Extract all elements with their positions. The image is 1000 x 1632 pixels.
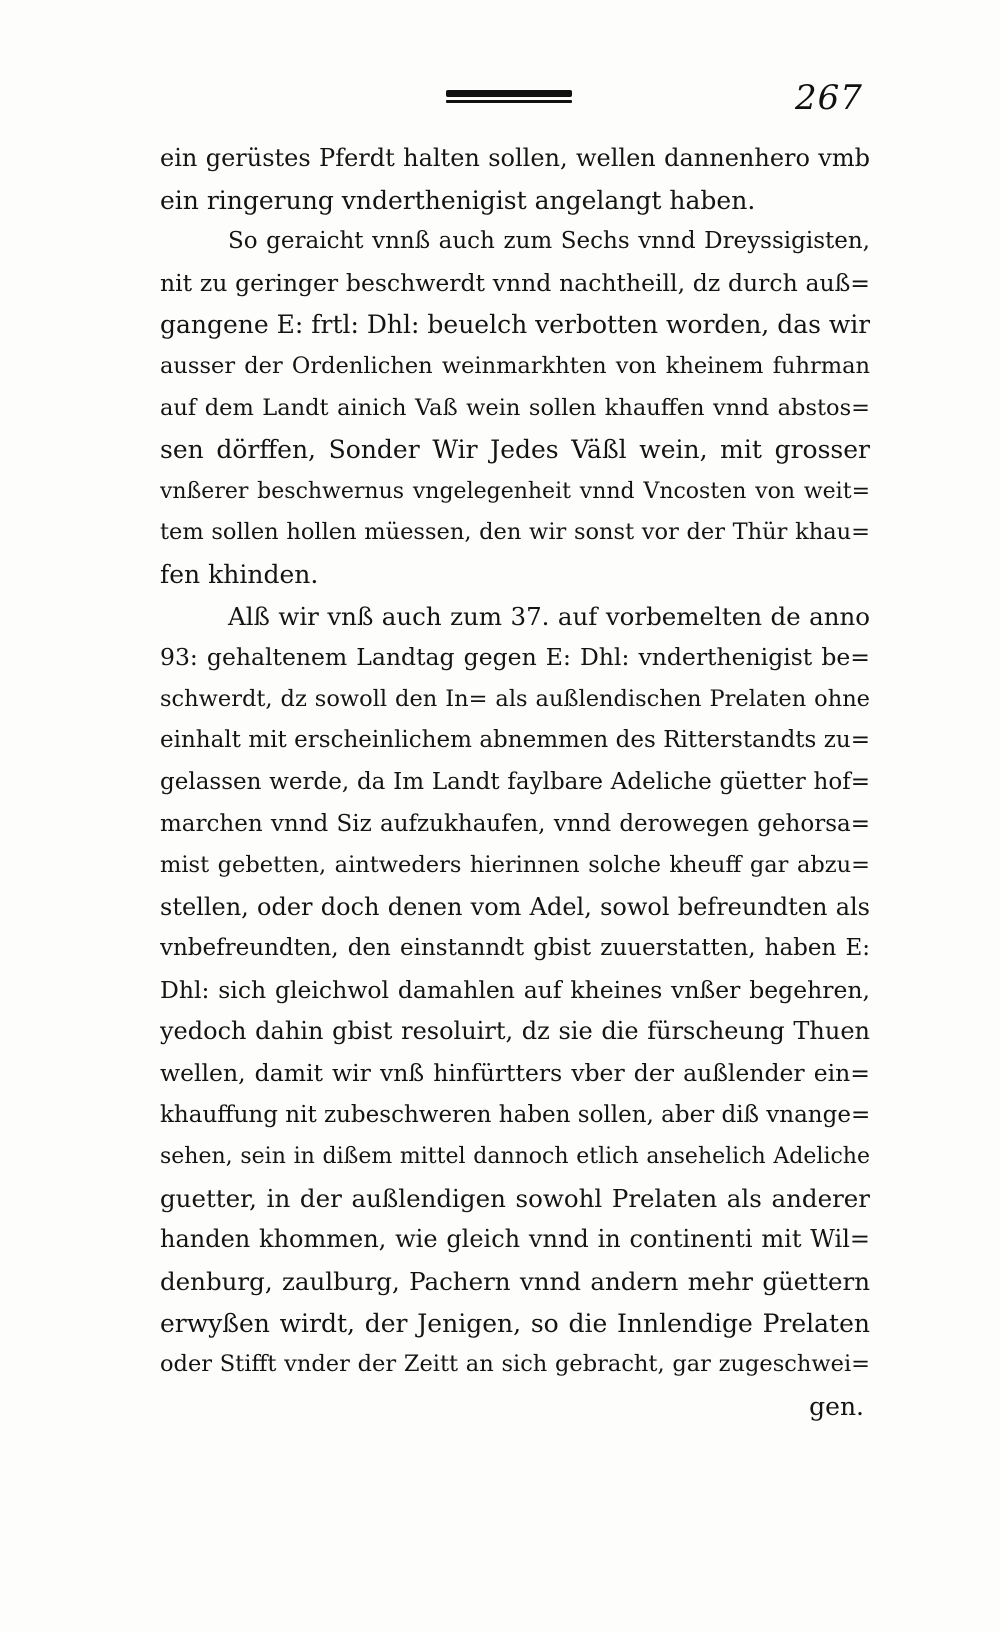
page-header [0, 78, 1000, 118]
text-line: Alß wir vnß auch zum 37. auf vorbemelten de anno [228, 601, 870, 631]
text-line: marchen vnnd Siz aufzukhaufen, vnnd derowegen gehorsa= [160, 810, 870, 837]
catchword-line: gen. [809, 1391, 864, 1421]
text-line: yedoch dahin gbist resoluirt, dz sie die fürscheung Thuen [160, 1017, 870, 1046]
header-rule-thick [446, 90, 572, 97]
text-line: handen khommen, wie gleich vnnd in continenti mit Wil= [160, 1225, 870, 1254]
text-line: Dhl: sich gleichwol damahlen auf kheines vnßer begehren, [160, 975, 870, 1004]
text-line: gelassen werde, da Im Landt faylbare Adeliche güetter hof= [160, 768, 870, 795]
text-line: vnßerer beschwernus vngelegenheit vnnd Vncosten von weit= [160, 478, 870, 504]
text-line: So geraicht vnnß auch zum Sechs vnnd Dreyssigisten, [228, 228, 870, 255]
header-ornament-rule [446, 90, 572, 103]
body-text [160, 138, 870, 1427]
text-line: 93: gehaltenem Landtag gegen E: Dhl: vnderthenigist be= [160, 643, 870, 672]
text-line: denburg, zaulburg, Pachern vnnd andern mehr güettern [160, 1267, 870, 1297]
text-line: gangene E: frtl: Dhl: beuelch verbotten worden, das wir [160, 310, 870, 340]
text-line: fen khinden. [160, 559, 319, 589]
text-line: ein ringerung vnderthenigist angelangt haben. [160, 185, 756, 215]
text-line: sen dörffen, Sonder Wir Jedes Väßl wein, mit grosser [160, 435, 870, 465]
text-line: vnbefreundten, den einstanndt gbist zuuerstatten, haben E: [160, 935, 870, 962]
text-line: ein gerüstes Pferdt halten sollen, wellen dannenhero vmb [160, 144, 870, 172]
text-line: sehen, sein in dißem mittel dannoch etlich ansehelich Adeliche [160, 1144, 870, 1170]
text-line: stellen, oder doch denen vom Adel, sowol befreundten als [160, 892, 870, 921]
text-line: schwerdt, dz sowoll den In= als außlendischen Prelaten ohne [160, 685, 870, 712]
text-line: erwyßen wirdt, der Jenigen, so die Innlendige Prelaten [160, 1308, 870, 1338]
text-line: tem sollen hollen müessen, den wir sonst vor der Thür khau= [160, 519, 870, 546]
header-rule-thin [446, 100, 572, 103]
page-number: 267 [795, 78, 863, 118]
text-line: wellen, damit wir vnß hinfürtters vber der außlender ein= [160, 1059, 870, 1088]
text-line: oder Stifft vnder der Zeitt an sich gebracht, gar zugeschwei= [160, 1351, 870, 1378]
text-line: auf dem Landt ainich Vaß wein sollen khauffen vnnd abstos= [160, 394, 870, 421]
text-line: mist gebetten, aintweders hierinnen solche kheuff gar abzu= [160, 852, 870, 879]
text-line: nit zu geringer beschwerdt vnnd nachtheill, dz durch auß= [160, 268, 870, 297]
text-line: guetter, in der außlendigen sowohl Prelaten als anderer [160, 1183, 870, 1213]
text-line: einhalt mit erscheinlichem abnemmen des Ritterstandts zu= [160, 727, 870, 754]
text-line: khauffung nit zubeschweren haben sollen, aber diß vnange= [160, 1101, 870, 1128]
text-line: ausser der Ordenlichen weinmarkhten von kheinem fuhrman [160, 352, 870, 379]
